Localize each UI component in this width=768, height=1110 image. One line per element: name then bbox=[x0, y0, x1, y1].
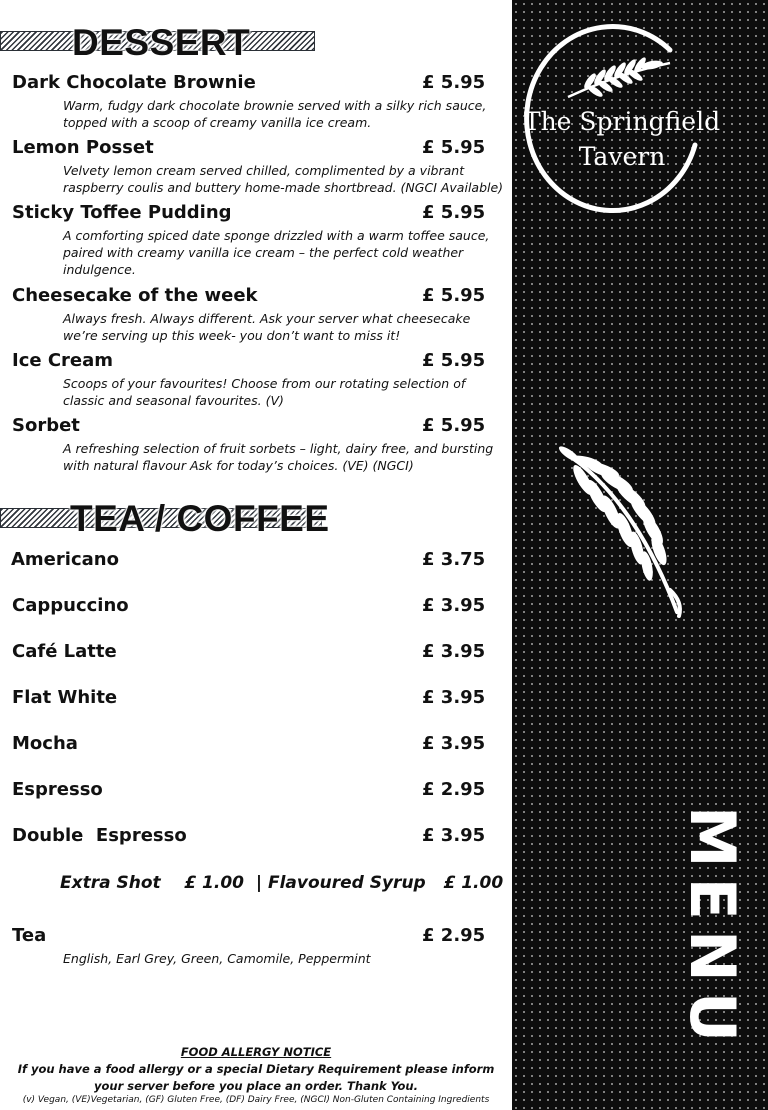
menu-vertical-label: MENU bbox=[676, 805, 749, 1053]
wheat-stalk-icon bbox=[555, 440, 695, 620]
drink-name: Espresso bbox=[12, 779, 103, 800]
tea-price: £ 2.95 bbox=[422, 925, 486, 946]
dessert-item-desc: Velvety lemon cream served chilled, complimented by a vibrant raspberry coulis and buttery home-made shortbread. (NGCI Available) bbox=[63, 163, 504, 195]
drink-price: £ 3.95 bbox=[422, 825, 486, 846]
tea-coffee-heading: TEA / COFFEE bbox=[70, 498, 330, 539]
allergy-notice-title: FOOD ALLERGY NOTICE bbox=[180, 1045, 332, 1059]
dessert-item-desc: A refreshing selection of fruit sorbets – light, dairy free, and bursting with natural flavour Ask for today’s choices. (VE) (NGCI) bbox=[63, 441, 494, 473]
drink-name: Cappuccino bbox=[12, 595, 129, 616]
drink-name: Americano bbox=[11, 549, 119, 570]
dessert-item-name: Ice Cream bbox=[12, 350, 114, 371]
drink-name: Double Espresso bbox=[12, 825, 187, 846]
dessert-item-price: £ 5.95 bbox=[422, 285, 486, 306]
drink-name: Café Latte bbox=[12, 641, 117, 662]
drink-price: £ 3.95 bbox=[422, 641, 486, 662]
brand-name-line2: Tavern bbox=[578, 142, 666, 171]
drink-price: £ 3.95 bbox=[422, 733, 486, 754]
dessert-item-name: Sticky Toffee Pudding bbox=[12, 202, 232, 223]
dessert-heading: DESSERT bbox=[72, 22, 251, 63]
dessert-item-price: £ 5.95 bbox=[422, 415, 486, 436]
extras-line: Extra Shot £ 1.00 | Flavoured Syrup £ 1.00 bbox=[60, 873, 504, 893]
drink-name: Mocha bbox=[12, 733, 78, 754]
brand-name-line1: The Springfield bbox=[523, 107, 721, 136]
dessert-item-desc: Always fresh. Always different. Ask your server what cheesecake we’re serving up this week- you don’t want to miss it! bbox=[63, 311, 471, 343]
dietary-key: (v) Vegan, (VE)Vegetarian, (GF) Gluten Free, (DF) Dairy Free, (NGCI) Non-Gluten Containing Ingredients bbox=[22, 1095, 490, 1105]
dessert-item-price: £ 5.95 bbox=[422, 350, 486, 371]
dessert-item-price: £ 5.95 bbox=[422, 137, 486, 158]
drink-price: £ 3.75 bbox=[422, 549, 486, 570]
drink-name: Flat White bbox=[12, 687, 118, 708]
dessert-item-name: Cheesecake of the week bbox=[12, 285, 258, 306]
drink-price: £ 3.95 bbox=[422, 687, 486, 708]
dessert-item-name: Sorbet bbox=[12, 415, 80, 436]
wheat-icon bbox=[568, 56, 670, 99]
dessert-item-name: Lemon Posset bbox=[12, 137, 154, 158]
dessert-item-desc: Warm, fudgy dark chocolate brownie served with a silky rich sauce, topped with a scoop of creamy vanilla ice cream. bbox=[63, 98, 487, 130]
dessert-item-price: £ 5.95 bbox=[422, 202, 486, 223]
tea-name: Tea bbox=[12, 925, 47, 946]
drink-price: £ 3.95 bbox=[422, 595, 486, 616]
dessert-item-desc: Scoops of your favourites! Choose from our rotating selection of classic and seasonal favourites. (V) bbox=[63, 376, 466, 408]
dessert-item-price: £ 5.95 bbox=[422, 72, 486, 93]
tea-varieties: English, Earl Grey, Green, Camomile, Peppermint bbox=[63, 951, 371, 966]
drink-price: £ 2.95 bbox=[422, 779, 486, 800]
allergy-notice-body: If you have a food allergy or a special Dietary Requirement please inform your server before you place an order. Thank You. bbox=[17, 1062, 495, 1093]
dessert-item-name: Dark Chocolate Brownie bbox=[12, 72, 256, 93]
dessert-item-desc: A comforting spiced date sponge drizzled with a warm toffee sauce, paired with creamy vanilla ice cream – the perfect cold weather indulgence. bbox=[63, 228, 490, 277]
